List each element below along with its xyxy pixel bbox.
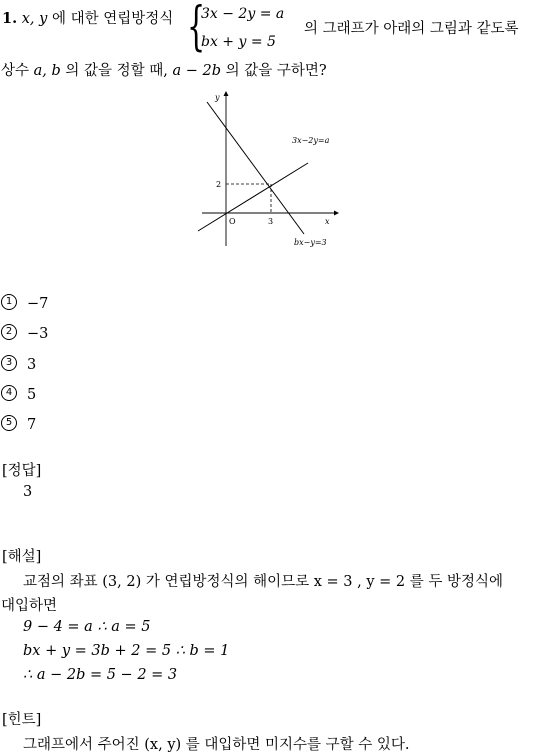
problem-line-2: 상수 a, b 의 값을 정할 때, a − 2b 의 값을 구하면? (1, 63, 327, 79)
system-brace: { (187, 0, 206, 57)
explanation-header: [해설] (2, 549, 42, 565)
choice-3[interactable] (1, 357, 36, 373)
choice-2-marker: 2 (1, 324, 17, 340)
y-axis-arrow (224, 91, 229, 96)
line-3x-2y-a (198, 163, 308, 231)
explanation-step-2: bx + y = 3b + 2 = 5 ∴ b = 1 (23, 643, 230, 659)
x-tick-label: 3 (268, 217, 274, 226)
choice-1-marker: 1 (1, 294, 17, 310)
line1-label: 3x−2y=a (292, 136, 330, 145)
origin-label: O (229, 217, 236, 226)
choice-1-value: −7 (27, 296, 49, 312)
x-axis-arrow (334, 211, 339, 216)
y-tick-label: 2 (216, 180, 222, 189)
choice-5[interactable] (1, 417, 36, 433)
choice-5-value: 7 (27, 417, 37, 433)
problem-intro: 에 대한 연립방정식 (51, 11, 174, 27)
choice-4[interactable] (1, 387, 36, 403)
explanation-step-3: ∴ a − 2b = 5 − 2 = 3 (23, 667, 178, 683)
hint-header: [힌트] (2, 712, 42, 728)
explanation-line-2: 대입하면 (1, 598, 58, 614)
y-axis-label: y (215, 93, 220, 102)
line-bx-y-3 (207, 102, 304, 234)
explanation-line-1: 교점의 좌표 (3, 2) 가 연립방정식의 해이므로 x = 3 , y = 2 를 두 방정식에 (23, 574, 503, 590)
answer-value: 3 (23, 484, 33, 500)
x-axis-label: x (325, 217, 330, 226)
hint-text: 그래프에서 주어진 (x, y) 를 대입하면 미지수를 구할 수 있다. (23, 737, 410, 753)
problem-after-text: 의 그래프가 아래의 그림과 같도록 (304, 21, 519, 37)
explanation-step-1: 9 − 4 = a ∴ a = 5 (23, 619, 151, 635)
equation-1: 3x − 2y = a (201, 6, 285, 22)
choice-5-marker: 5 (1, 415, 17, 431)
choice-3-marker: 3 (1, 355, 17, 371)
choice-3-value: 3 (27, 357, 37, 373)
answer-header: [정답] (2, 463, 42, 479)
choice-2[interactable] (1, 326, 48, 342)
problem-number: 1. x, y 에 대한 연립방정식 (2, 10, 174, 27)
graph-figure (194, 88, 344, 254)
choice-2-value: −3 (27, 326, 49, 342)
choice-4-marker: 4 (1, 385, 17, 401)
choice-1[interactable] (1, 296, 48, 312)
equation-2: bx + y = 5 (201, 34, 276, 50)
line2-label: bx−y=3 (294, 238, 327, 247)
problem-vars: x, y (21, 11, 48, 27)
choice-4-value: 5 (27, 387, 37, 403)
